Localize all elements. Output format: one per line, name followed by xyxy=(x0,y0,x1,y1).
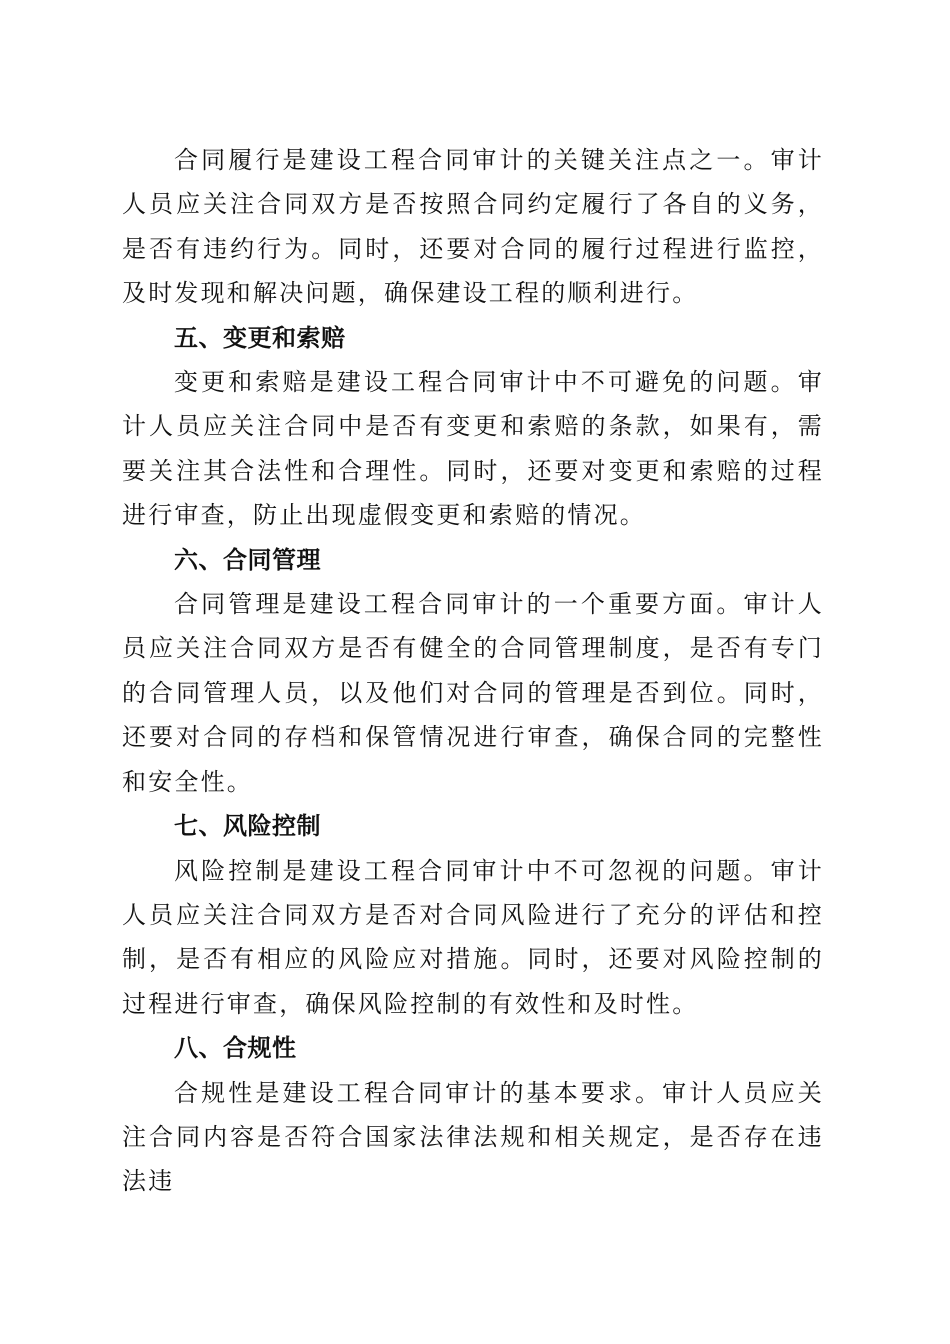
heading-risk-control: 七、风险控制 xyxy=(174,812,321,841)
paragraph-compliance: 合规性是建设工程合同审计的基本要求。审计人员应关注合同内容是否符合国家法律法规和相关规定，是否存在违法违 xyxy=(122,1078,824,1196)
paragraph-contract-management: 合同管理是建设工程合同审计的一个重要方面。审计人员应关注合同双方是否有健全的合同管理制度，是否有专门的合同管理人员，以及他们对合同的管理是否到位。同时，还要对合同的存档和保管情况进行审查，确保合同的完整性和安全性。 xyxy=(122,590,824,796)
heading-compliance: 八、合规性 xyxy=(174,1034,297,1063)
heading-changes-and-claims: 五、变更和索赔 xyxy=(174,323,346,352)
paragraph-contract-performance: 合同履行是建设工程合同审计的关键关注点之一。审计人员应关注合同双方是否按照合同约定履行了各自的义务，是否有违约行为。同时，还要对合同的履行过程进行监控，及时发现和解决问题，确保建设工程的顺利进行。 xyxy=(122,146,824,308)
paragraph-risk-control: 风险控制是建设工程合同审计中不可忽视的问题。审计人员应关注合同双方是否对合同风险进行了充分的评估和控制，是否有相应的风险应对措施。同时，还要对风险控制的过程进行审查，确保风险控制的有效性和及时性。 xyxy=(122,856,824,1018)
paragraph-changes-and-claims: 变更和索赔是建设工程合同审计中不可避免的问题。审计人员应关注合同中是否有变更和索赔的条款，如果有，需要关注其合法性和合理性。同时，还要对变更和索赔的过程进行审查，防止出现虚假变更和索赔的情况。 xyxy=(122,368,824,530)
document-body xyxy=(122,138,824,1204)
heading-contract-management: 六、合同管理 xyxy=(174,545,321,574)
